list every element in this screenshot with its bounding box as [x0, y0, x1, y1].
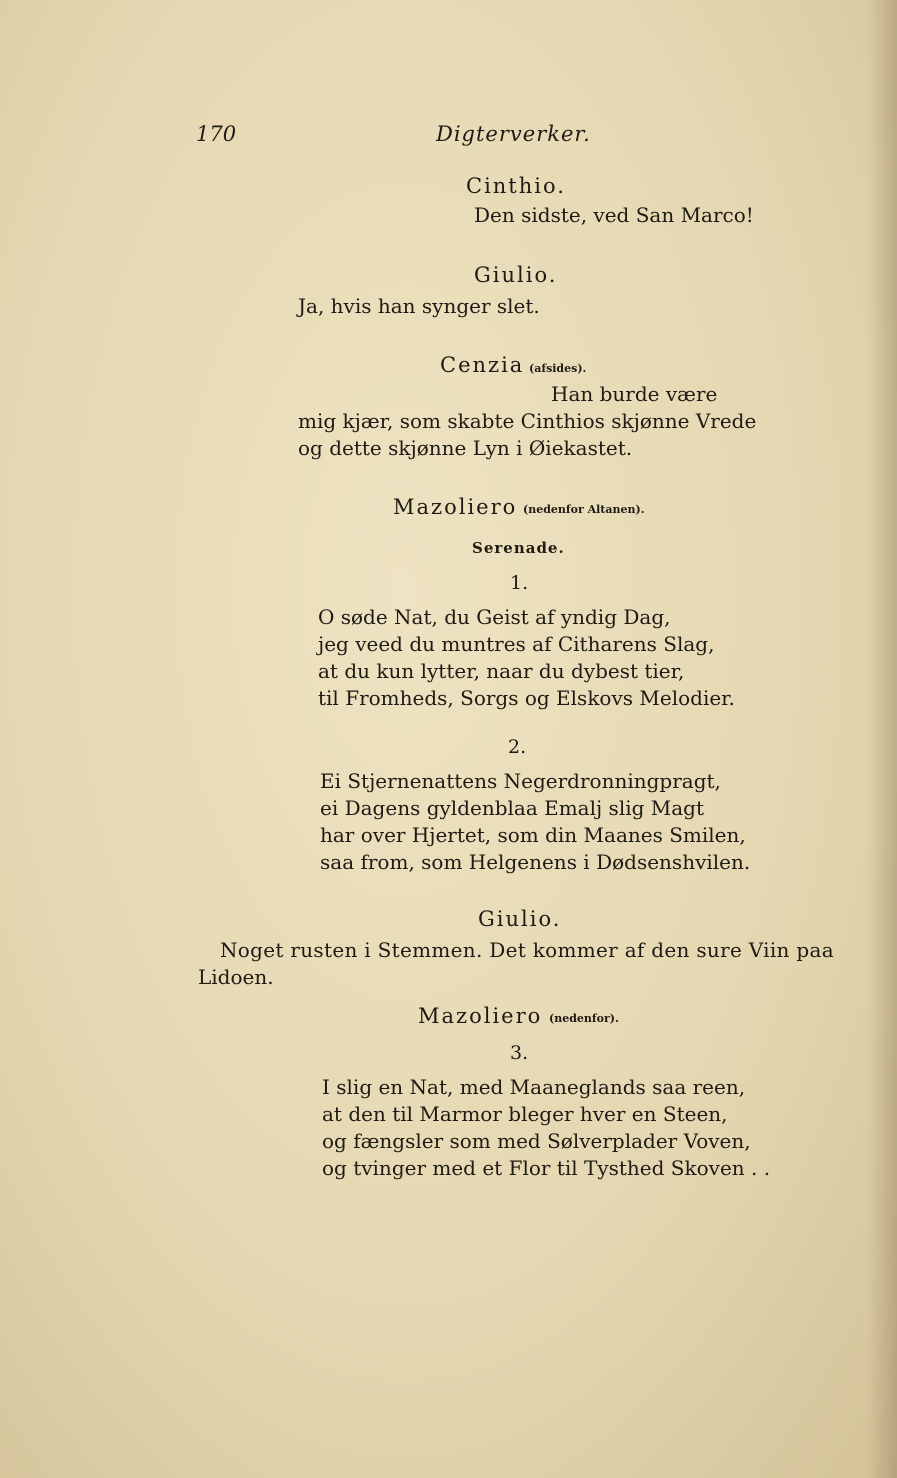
running-title: Digterverker.	[436, 122, 591, 146]
stanza-2-line-2: ei Dagens gyldenblaa Emalj slig Magt	[320, 796, 705, 820]
cenzia-line-1: Han burde være	[551, 382, 718, 406]
cenzia-stage-direction: (afsides).	[529, 362, 587, 375]
stanza-3-number: 3.	[510, 1042, 529, 1064]
giulio-2-line-2: Lidoen.	[198, 965, 274, 989]
mazoliero-2-stage-direction: (nedenfor).	[549, 1012, 619, 1025]
stanza-1-line-1: O søde Nat, du Geist af yndig Dag,	[318, 605, 671, 629]
speaker-cinthio: Cinthio.	[466, 174, 566, 198]
stanza-3-line-2: at den til Marmor bleger hver en Steen,	[322, 1102, 728, 1126]
speaker-mazoliero: Mazoliero	[393, 495, 518, 519]
stanza-3-line-3: og fængsler som med Sølverplader Voven,	[322, 1129, 751, 1153]
giulio-2-line-1: Noget rusten i Stemmen. Det kommer af den sure Viin paa	[220, 938, 834, 962]
serenade-title: Serenade.	[472, 539, 565, 557]
stanza-1-line-2: jeg veed du muntres af Citharens Slag,	[318, 632, 715, 656]
stanza-3-line-1: I slig en Nat, med Maaneglands saa reen,	[322, 1075, 746, 1099]
stanza-3-line-4: og tvinger med et Flor til Tysthed Skoven . .	[322, 1156, 771, 1180]
page-number: 170	[196, 122, 237, 146]
speaker-cenzia: Cenzia	[440, 353, 525, 377]
stanza-2-number: 2.	[508, 736, 527, 758]
cinthio-line: Den sidste, ved San Marco!	[474, 203, 754, 227]
stanza-2-line-1: Ei Stjernenattens Negerdronningpragt,	[320, 769, 721, 793]
mazoliero-stage-direction: (nedenfor Altanen).	[523, 503, 645, 516]
stanza-1-line-4: til Fromheds, Sorgs og Elskovs Melodier.	[318, 686, 735, 710]
giulio-line: Ja, hvis han synger slet.	[298, 294, 540, 318]
stanza-2-line-3: har over Hjertet, som din Maanes Smilen,	[320, 823, 746, 847]
page-edge-shadow	[867, 0, 897, 1478]
stanza-1-number: 1.	[510, 572, 529, 594]
stanza-1-line-3: at du kun lytter, naar du dybest tier,	[318, 659, 685, 683]
speaker-giulio: Giulio.	[474, 263, 558, 287]
cenzia-line-3: og dette skjønne Lyn i Øiekastet.	[298, 436, 633, 460]
speaker-giulio-2: Giulio.	[478, 907, 562, 931]
cenzia-line-2: mig kjær, som skabte Cinthios skjønne Vrede	[298, 409, 757, 433]
speaker-mazoliero-2: Mazoliero	[418, 1004, 543, 1028]
stanza-2-line-4: saa from, som Helgenens i Dødsenshvilen.	[320, 850, 751, 874]
